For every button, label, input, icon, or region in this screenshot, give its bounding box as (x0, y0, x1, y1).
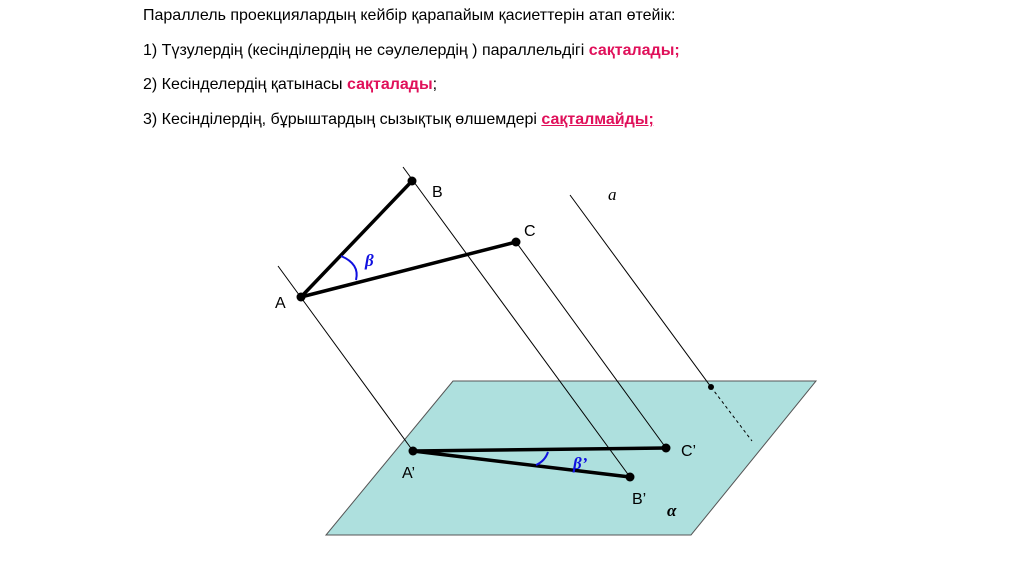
label-angle-beta: β (365, 251, 374, 270)
point-A-proj (409, 447, 418, 456)
label-B-proj: B’ (632, 491, 647, 508)
label-line-a: a (608, 185, 617, 204)
item-3-text: 3) Кесінділердің, бұрыштардың сызықтық өлшемдері (143, 111, 542, 128)
point-C (512, 238, 521, 247)
item-1-accent: сақталады; (588, 42, 680, 59)
direction-line-a (570, 195, 711, 387)
label-A: A (275, 295, 286, 312)
item-1-text: 1) Түзулердің (кесінділердің не сәулелердің ) параллельдігі (143, 42, 589, 59)
point-C-proj (662, 444, 671, 453)
label-C: C (524, 223, 536, 240)
direction-line-a-point (708, 384, 714, 390)
item-2-suffix: ; (432, 76, 438, 93)
item-2-text: 2) Кесінделердің қатынасы (143, 76, 347, 93)
label-C-proj: C’ (681, 443, 697, 460)
label-plane-alpha: α (667, 501, 677, 520)
segment-AC (301, 242, 516, 297)
label-B: B (432, 184, 443, 201)
point-B (408, 177, 417, 186)
point-A (297, 293, 306, 302)
point-B-proj (626, 473, 635, 482)
angle-beta-arc (341, 256, 357, 280)
item-3-accent: сақталмайды; (541, 111, 654, 128)
label-angle-beta-proj: β’ (573, 454, 588, 473)
projection-plane (326, 381, 816, 535)
label-A-proj: A’ (402, 465, 416, 482)
item-2-accent: сақталады (346, 76, 433, 93)
intro-text: Параллель проекциялардың кейбір қарапайым қасиеттерін атап өтейік: (143, 7, 676, 24)
